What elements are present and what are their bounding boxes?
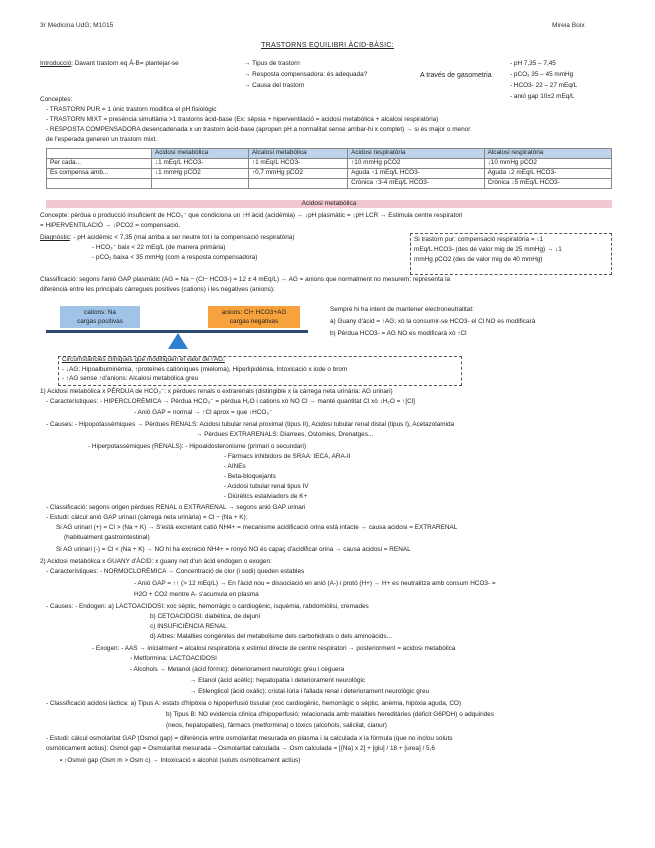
table-cell: ↑10 mmHg pCO2 bbox=[348, 159, 485, 169]
table-row bbox=[47, 179, 612, 189]
electroneutrality-balance bbox=[40, 306, 310, 356]
exogen-item: → Etilenglicol (àcid oxàlic): cristal·lúria i fallada renal i deteriorament neurològic greu bbox=[190, 688, 430, 695]
table-row bbox=[47, 169, 612, 179]
intro-text: : Davant trastorn eq Á-B= plantejar-se bbox=[71, 60, 179, 67]
clinical-item: - ↑AG sense ↑d'anions: Alcalosi metabòlica greu bbox=[62, 375, 199, 382]
header-left: 3r Medicina UdG; M1015 bbox=[40, 22, 114, 29]
normal-hco3: - HCO3- 22 – 27 mEq/L bbox=[510, 82, 578, 89]
pure-line: Si trastorn pur: compensació respiratòria = ↓1 bbox=[414, 236, 544, 243]
table-header-row bbox=[47, 149, 612, 159]
characteristics-2c: H2O + CO2 mentre A- s'acumula en plasma bbox=[134, 591, 259, 598]
study-1: - Estudi: càlcul anió GAP urinari (càrrega neta urinària) = Cl − (Na + K): bbox=[46, 514, 248, 521]
causes-2: - Causes: - Endogen: a) LACTOACIDOSI: xoc sèptic, hemorràgic o cardiogènic, isquèmia, rabdomiòlisi, cremades bbox=[46, 603, 369, 610]
concepts-label: Conceptes: bbox=[40, 96, 73, 103]
diagnostic-line bbox=[40, 234, 295, 243]
cations-box: cations: Na cargas positivas bbox=[60, 306, 140, 328]
hyperkalemic-item: - Beta-bloquejants bbox=[224, 473, 276, 480]
characteristics-1b: - Anió GAP = normal → ↑Cl aprox = que ↓HCO₃⁻ bbox=[134, 409, 273, 416]
causes-1: - Causes: - Hipopotassèmiques → Pèrdues RENALS: Acidosi tubular renal proximal (tipus II), Acidosi tubular renal distal (tipus I), Acetazolamida bbox=[46, 421, 455, 428]
table-cell: Crònica ↓5 mEq/L HCO3- bbox=[484, 179, 611, 189]
intro-via: A través de gasometria bbox=[420, 72, 492, 79]
compensation-table bbox=[46, 148, 612, 189]
electroneutrality-a: a) Guany d'àcid = ↑AG; xò la consumir-se HCO3- el Cl NO es modificarà bbox=[330, 318, 536, 325]
intro-label: Introducció bbox=[40, 60, 72, 67]
intro-item-1: → Tipus de trastorn bbox=[244, 60, 300, 67]
normal-pco2: - pCO₂ 35 – 45 mmHg bbox=[510, 71, 574, 78]
table-cell: Per cada... bbox=[47, 159, 152, 169]
table-header: Acidosi metabòlica bbox=[151, 149, 248, 159]
diagnostic-label: Diagnòstic bbox=[40, 234, 70, 241]
hyperkalemic-item: - AINEs bbox=[224, 463, 246, 470]
lactic-line: (neos, hepatopaties), fàrmacs (metformina) o tòxics (alcohols, salicilat, cianur) bbox=[166, 722, 387, 729]
table-header: Alcalosi metabòlica bbox=[248, 149, 347, 159]
characteristics-1a: - Característiques: - HIPERCLORÈMICA → Pèrdua HCO₃⁻ = pèrdua H₂O i cations xò NO Cl → manté quantitat Cl xò ↓H₂O = ↑[Cl] bbox=[46, 398, 415, 405]
classification-line: Classificació: segons l'anió GAP plasmàtic (AG = Na − (Cl− HCO3-) = 12 ± 4 mEq/L) → AG = anions que normalment no mesurem; representa la bbox=[40, 276, 451, 283]
hyperkalemic-line: - Hiperpotassèmiques (RENALS): - Hipoaldosteronisme (primari o secundari) bbox=[88, 443, 307, 450]
table-cell: ↓1 mmHg pCO2 bbox=[151, 169, 248, 179]
section-2-title: 2) Acidosi metabòlica x GUANY d'ÀCID: x guany net d'un àcid endogen o exogen: bbox=[40, 558, 272, 565]
concept-line-2: = HIPERVENTILACIÓ → ↓PCO2 = compensació. bbox=[40, 222, 181, 229]
causes-2-item: c) INSUFICIÈNCIA RENAL bbox=[150, 623, 227, 630]
osmol-line-2: osmòticament actius): Osmol gap = Osmolaritat mesurada – Osmolaritat calculada → Osm calculada = [(Na) x 2] + [glu] / 18 + [urea] / 5,6 bbox=[46, 745, 435, 752]
section-title-bar: Acidosi metabòlica bbox=[46, 200, 612, 208]
table-header bbox=[47, 149, 152, 159]
table-cell: ↓1 mEq/L HCO3- bbox=[151, 159, 248, 169]
concept-3: - RESPOSTA COMPENSADORA desencadenada x un trastorn àcid-base (apropen pH a normalitat sense arribar-hi x complet) → si és major o menor bbox=[46, 126, 471, 133]
exogen-item: → Etanol (àcid acètic): hepatopatia i deteriorament neurològic bbox=[190, 677, 366, 684]
diagnostic-item: - HCO₃⁻ baix < 22 mEq/L (de manera primària) bbox=[92, 244, 226, 251]
causes-2-item: d) Altres: Malalties congènites del metabolisme dels carbohidrats o dels aminoàcids... bbox=[150, 633, 392, 640]
table-cell bbox=[47, 179, 152, 189]
table-cell bbox=[248, 179, 347, 189]
table-cell: ↓10 mmHg pCO2 bbox=[484, 159, 611, 169]
section-1-title: 1) Acidosi metabòlica x PÈRDUA de HCO₃⁻: x pèrdues renals o extrarenals (distingible x la càrrega neta urinària: AG urinari) bbox=[40, 388, 393, 395]
table-cell: ↑0,7 mmHg pCO2 bbox=[248, 169, 347, 179]
classification-1: - Classificació: segons origen pèrdues RENAL o EXTRARENAL → segons anió GAP urinari bbox=[46, 504, 306, 511]
table-row bbox=[47, 159, 612, 169]
intro-item-2: → Resposta compensadora: és adequada? bbox=[244, 71, 368, 78]
causes-1b: → Pèrdues EXTRARENALS: Diarrees, Ostomies, Drenatges... bbox=[196, 431, 374, 438]
osmol-bullet: ▪ ↑Osmol gap (Osm m > Osm c) → Intoxicació x alcohol (soluts osmòticament actius) bbox=[60, 757, 301, 764]
table-header: Alcalosi respiratòria bbox=[484, 149, 611, 159]
diagnostic-text: : - pH acidèmic < 7,35 (mai arriba a ser neutre tot i la compensació respiratòria) bbox=[69, 234, 295, 241]
electroneutrality-b: b) Pèrdua HCO3- = AG NO es modificarà xò ↑Cl bbox=[330, 330, 467, 337]
bullet-ag-positive: Si AG urinari (+) = Cl > (Na + K) → S'està excretant catió NH4+ = mecanisme acidificació orina està intacte → causa acidosi = EXTRARENAL bbox=[56, 524, 458, 531]
bullet-ag-positive-2: (habitualment gastrointestinal) bbox=[64, 534, 150, 541]
balance-fulcrum bbox=[168, 333, 188, 349]
hyperkalemic-item: - Diürètics estalviadors de K+ bbox=[224, 493, 308, 500]
table-cell: Aguda ↓2 mEq/L HCO3- bbox=[484, 169, 611, 179]
anions-box: anions: Cl+ HCO3+AG cargas negativas bbox=[208, 306, 300, 328]
characteristics-2a: - Característiques: - NORMOCLORÈMICA → Concentració de clor (i sodi) queden estables bbox=[46, 568, 305, 575]
normal-aniongap: - anió gap 10±2 mEq/L bbox=[510, 93, 575, 100]
concept-line: Concepte: pèrdua o producció insuficient de HCO₃⁻ que condiciona un ↑H àcid (acidèmia) → ↓pH plasmàtic = ↓pH LCR → Estimula centre respiratori bbox=[40, 212, 463, 219]
lactic-line: b) Tipus B: NO evidència clínica d'hipoperfusió; relacionada amb malalties hereditàries (dèficit G6PDH) o adquirides bbox=[166, 711, 495, 718]
concept-2: - TRASTORN MIXT = presència simultània >1 trastorns àcid-base (Ex: sèpsia + hiperventilació = acidosi metabòlica + alcalosi respiratòria) bbox=[46, 116, 439, 123]
exogen-item: - Alcohols → Metanol (àcid fòrmic): deteriorament neurològic greu i ceguera bbox=[130, 666, 345, 673]
concept-1: - TRASTORN PUR = 1 únic trastorn modifica el pH fisiològic bbox=[46, 106, 217, 113]
hyperkalemic-item: - Acidosi tubular renal tipus IV bbox=[224, 483, 309, 490]
table-cell bbox=[151, 179, 248, 189]
intro-line bbox=[40, 60, 179, 69]
table-header: Acidosi respiratòria bbox=[348, 149, 485, 159]
table-cell: Es compensa amb... bbox=[47, 169, 152, 179]
bullet-ag-negative: Si AG urinari (-) = Cl < (Na + K) → NO hi ha excreció NH4+ = ronyó NO és capaç d'acidificar orina → causa acidosi = RENAL bbox=[56, 546, 411, 553]
exogen-line: - Exogen: - AAS → inicialment = alcalosi respiratòria x estimul directe de centre respiratori → posteriorment = acidosi metabòlica bbox=[92, 645, 456, 652]
pure-line: mEq/L HCO3- (des de valor mig de 25 mmHg) → ↓1 bbox=[414, 246, 562, 253]
pure-line: mmHg pCO2 (des de valor mig de 40 mmHg) bbox=[414, 256, 543, 263]
header-right: Mireia Boix bbox=[552, 22, 585, 29]
clinical-title: Circumstàncies clíniques que modifiquen el valor de l'AG: bbox=[62, 356, 225, 363]
page-title: TRASTORNS EQUILIBRI ÀCID-BÀSIC: bbox=[261, 42, 394, 49]
table-cell: Crònica ↑3-4 mEq/L HCO3- bbox=[348, 179, 485, 189]
electroneutrality-note: Sempre hi ha intent de mantener electroneutralitat: bbox=[330, 306, 474, 313]
concept-4: de l'esperada generen un trastorn mixt. bbox=[46, 136, 157, 143]
clinical-item: - ↓AG: Hipoalbuminèmia, ↑proteïnes catiòniques (mieloma), Hiperlipidèmia, Intoxicació x iode o brom bbox=[62, 366, 348, 373]
lactic-line: - Classificació acidosi làctica: a) Tipus A: estats d'hipòxia o hipoperfusió tissular (xoc cardiogènic, hemorràgic o sèptic, anèmia, hipòxia aguda, CO) bbox=[46, 700, 462, 707]
normal-ph: - pH 7,35 – 7,45 bbox=[510, 60, 556, 67]
exogen-item: - Metformina: LACTOACIDOSI bbox=[130, 655, 217, 662]
diagnostic-item: - pCO₂ baixa < 35 mmHg (com a resposta compensadora) bbox=[92, 254, 258, 261]
table-cell: ↑1 mEq/L HCO3- bbox=[248, 159, 347, 169]
hyperkalemic-item: - Fàrmacs inhibidors de SRAA: IECA, ARA-II bbox=[224, 453, 351, 460]
causes-2-item: b) CETOACIDOSI: diabètica, de dejuni bbox=[150, 613, 260, 620]
characteristics-2b: - Anió GAP = ↑↑ (> 12 mEq/L) → En l'àcid nou = dissociació en anió (A-) i protó (H+) → H+ es neutralitza amb consum HCO3- = bbox=[134, 580, 496, 587]
classification-line-2: diferència entre les principals càrregues positives (cations) i les negatives (anions): bbox=[40, 286, 275, 293]
intro-item-3: → Causa del trastorn bbox=[244, 82, 305, 89]
osmol-line: - Estudi: càlcul osmolaritat GAP (Osmol gap) = diferència entre osmolaritat mesurada en plasma i la calculada x la fórmula (que no inclou soluts bbox=[46, 735, 453, 742]
table-cell: Aguda ↑1 mEq/L HCO3- bbox=[348, 169, 485, 179]
